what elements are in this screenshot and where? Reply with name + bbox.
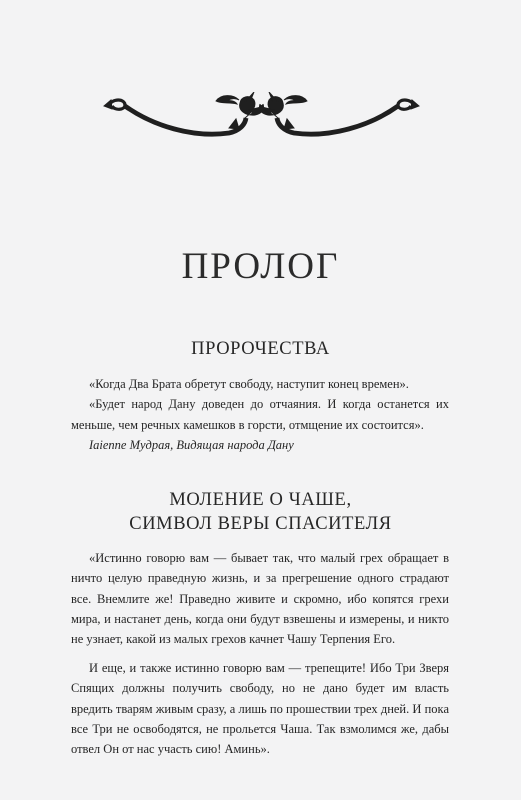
dragon-ornament-icon [103,92,420,140]
section-heading-prophecies: ПРОРОЧЕСТВА [191,339,330,359]
prayer-paragraph-2-text: И еще, и также истинно говорю вам — трепещите! Ибо Три Зверя Спящих должны получить свободу, но не дано будет им власть вредить тварям живым сразу, а лишь по прошествии трех дней. И пока все Три не освободятся, не прольется Чаша. Так взмолимся же, дабы отвел Он от нас участь сию! Аминь». [71,661,449,757]
prayer-paragraph-1 [71,548,449,649]
prophecy-attribution: Iaienne Мудрая, Видящая народа Дану [89,437,294,452]
prophecy-line-1: «Когда Два Брата обретут свободу, наступит конец времен». [89,377,409,391]
section-heading-prayer [0,488,521,536]
prayer-heading-line-1: МОЛЕНИЕ О ЧАШЕ, [169,490,352,510]
prophecy-block [71,374,449,455]
chapter-title: ПРОЛОГ [181,246,340,287]
prayer-paragraph-2 [71,658,449,759]
prophecy-line-2: «Будет народ Дану доведен до отчаяния. И когда останется их меньше, чем речных камешков в горсти, отмщение их состоится». [71,397,449,432]
prayer-heading-line-2: СИМВОЛ ВЕРЫ СПАСИТЕЛЯ [129,514,392,534]
prayer-paragraph-1-text: «Истинно говорю вам — бывает так, что малый грех обращает в ничто целую праведную жизнь, и за прегрешение одного страдают все. Внемлите же! Праведно живите и скромно, ибо копятся грехи мира, и настанет день, когда они будут взвешены и измерены, и никто не узнает, какой из малых грехов качнет Чашу Терпения Его. [71,551,449,647]
